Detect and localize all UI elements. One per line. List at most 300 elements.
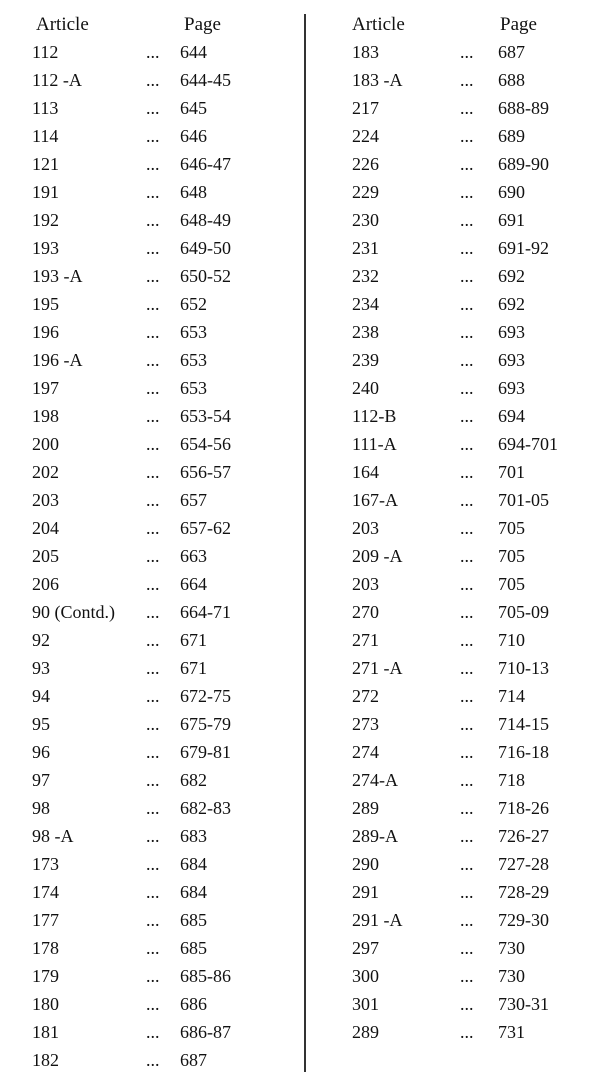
page-reference: 730 — [498, 966, 525, 986]
page-reference: 691 — [498, 210, 525, 230]
leader-dots: ... — [460, 602, 474, 622]
index-entry — [352, 208, 592, 236]
leader-dots: ... — [460, 378, 474, 398]
article-number: 226 — [352, 154, 379, 174]
page-reference: 648-49 — [180, 210, 231, 230]
page-reference: 652 — [180, 294, 207, 314]
leader-dots: ... — [460, 518, 474, 538]
leader-dots: ... — [146, 658, 160, 678]
page-reference: 684 — [180, 882, 207, 902]
index-entry — [352, 320, 592, 348]
page-reference: 705 — [498, 546, 525, 566]
page-reference: 688-89 — [498, 98, 549, 118]
page-reference: 690 — [498, 182, 525, 202]
index-entry — [32, 516, 292, 544]
index-entry — [32, 992, 292, 1020]
page-reference: 692 — [498, 266, 525, 286]
leader-dots: ... — [146, 126, 160, 146]
page-reference: 691-92 — [498, 238, 549, 258]
article-number: 289 — [352, 798, 379, 818]
leader-dots: ... — [146, 966, 160, 986]
leader-dots: ... — [146, 714, 160, 734]
page-reference: 718-26 — [498, 798, 549, 818]
index-entry — [352, 824, 592, 852]
article-number: 206 — [32, 574, 59, 594]
article-number: 209 -A — [352, 546, 403, 566]
leader-dots: ... — [146, 294, 160, 314]
leader-dots: ... — [460, 266, 474, 286]
page-reference: 701-05 — [498, 490, 549, 510]
article-number: 182 — [32, 1050, 59, 1070]
article-number: 217 — [352, 98, 379, 118]
leader-dots: ... — [146, 42, 160, 62]
index-entry — [352, 124, 592, 152]
leader-dots: ... — [146, 798, 160, 818]
leader-dots: ... — [460, 770, 474, 790]
leader-dots: ... — [146, 574, 160, 594]
index-entry — [32, 908, 292, 936]
index-entry — [352, 628, 592, 656]
index-entry — [352, 572, 592, 600]
article-number: 95 — [32, 714, 50, 734]
leader-dots: ... — [460, 98, 474, 118]
page-reference: 705 — [498, 574, 525, 594]
article-number: 204 — [32, 518, 59, 538]
article-number: 231 — [352, 238, 379, 258]
page-reference: 689 — [498, 126, 525, 146]
page-heading: Page — [500, 14, 537, 35]
article-number: 93 — [32, 658, 50, 678]
left-index-column — [32, 10, 292, 1076]
page-reference: 727-28 — [498, 854, 549, 874]
page-reference: 701 — [498, 462, 525, 482]
page-reference: 644-45 — [180, 70, 231, 90]
page-reference: 675-79 — [180, 714, 231, 734]
page-reference: 693 — [498, 378, 525, 398]
article-number: 195 — [32, 294, 59, 314]
index-entry — [352, 992, 592, 1020]
left-column-header — [32, 10, 292, 40]
index-entry — [32, 152, 292, 180]
page-reference: 718 — [498, 770, 525, 790]
article-number: 301 — [352, 994, 379, 1014]
leader-dots: ... — [146, 630, 160, 650]
article-number: 271 -A — [352, 658, 403, 678]
index-entry — [32, 1048, 292, 1076]
page-reference: 694 — [498, 406, 525, 426]
page-reference: 726-27 — [498, 826, 549, 846]
article-number: 90 (Contd.) — [32, 602, 115, 622]
article-number: 289 — [352, 1022, 379, 1042]
page-reference: 686-87 — [180, 1022, 231, 1042]
leader-dots: ... — [460, 910, 474, 930]
leader-dots: ... — [460, 630, 474, 650]
index-entry — [32, 964, 292, 992]
index-entry — [32, 684, 292, 712]
page-reference: 657 — [180, 490, 207, 510]
index-entry — [352, 404, 592, 432]
article-number: 197 — [32, 378, 59, 398]
article-number: 291 -A — [352, 910, 403, 930]
page-reference: 646-47 — [180, 154, 231, 174]
page-reference: 650-52 — [180, 266, 231, 286]
leader-dots: ... — [146, 910, 160, 930]
article-number: 205 — [32, 546, 59, 566]
page-reference: 705-09 — [498, 602, 549, 622]
index-entry — [352, 264, 592, 292]
page-reference: 645 — [180, 98, 207, 118]
page-reference: 693 — [498, 350, 525, 370]
page-reference: 649-50 — [180, 238, 231, 258]
index-entry — [32, 180, 292, 208]
page-reference: 683 — [180, 826, 207, 846]
page-reference: 687 — [180, 1050, 207, 1070]
index-entry — [32, 68, 292, 96]
page-reference: 714 — [498, 686, 525, 706]
page-reference: 671 — [180, 658, 207, 678]
index-entry — [352, 964, 592, 992]
article-number: 224 — [352, 126, 379, 146]
page-reference: 705 — [498, 518, 525, 538]
index-entry — [352, 152, 592, 180]
leader-dots: ... — [460, 126, 474, 146]
index-entry — [352, 236, 592, 264]
leader-dots: ... — [146, 1022, 160, 1042]
index-entry — [352, 96, 592, 124]
leader-dots: ... — [460, 882, 474, 902]
page-reference: 730-31 — [498, 994, 549, 1014]
page-reference: 644 — [180, 42, 207, 62]
right-index-column — [352, 10, 592, 1048]
article-number: 239 — [352, 350, 379, 370]
leader-dots: ... — [460, 210, 474, 230]
page-reference: 693 — [498, 322, 525, 342]
article-number: 297 — [352, 938, 379, 958]
index-entry — [32, 936, 292, 964]
leader-dots: ... — [460, 406, 474, 426]
page-reference: 685 — [180, 938, 207, 958]
index-entry — [32, 768, 292, 796]
article-number: 291 — [352, 882, 379, 902]
article-number: 114 — [32, 126, 59, 146]
article-number: 111-A — [352, 434, 397, 454]
article-number: 121 — [32, 154, 59, 174]
index-entry — [32, 880, 292, 908]
leader-dots: ... — [460, 70, 474, 90]
page-reference: 679-81 — [180, 742, 231, 762]
index-entry — [32, 376, 292, 404]
leader-dots: ... — [460, 854, 474, 874]
index-entry — [352, 432, 592, 460]
article-number: 181 — [32, 1022, 59, 1042]
index-entry — [32, 432, 292, 460]
page-reference: 686 — [180, 994, 207, 1014]
page-reference: 664 — [180, 574, 207, 594]
index-entry — [32, 208, 292, 236]
leader-dots: ... — [146, 266, 160, 286]
index-entry — [352, 488, 592, 516]
leader-dots: ... — [146, 742, 160, 762]
index-entry — [32, 712, 292, 740]
article-number: 94 — [32, 686, 50, 706]
index-entry — [352, 936, 592, 964]
index-entry — [352, 376, 592, 404]
page-reference: 685-86 — [180, 966, 231, 986]
article-number: 96 — [32, 742, 50, 762]
leader-dots: ... — [146, 546, 160, 566]
index-entry — [352, 796, 592, 824]
leader-dots: ... — [460, 714, 474, 734]
article-number: 196 — [32, 322, 59, 342]
article-number: 196 -A — [32, 350, 83, 370]
article-number: 177 — [32, 910, 59, 930]
index-entry — [32, 628, 292, 656]
article-number: 203 — [352, 574, 379, 594]
index-entry — [352, 292, 592, 320]
page-reference: 672-75 — [180, 686, 231, 706]
page-reference: 653-54 — [180, 406, 231, 426]
leader-dots: ... — [460, 462, 474, 482]
leader-dots: ... — [146, 378, 160, 398]
page-reference: 653 — [180, 350, 207, 370]
index-entry — [32, 656, 292, 684]
page-reference: 684 — [180, 854, 207, 874]
leader-dots: ... — [146, 1050, 160, 1070]
article-number: 97 — [32, 770, 50, 790]
index-entry — [352, 600, 592, 628]
index-entry — [32, 572, 292, 600]
article-number: 193 -A — [32, 266, 83, 286]
article-number: 238 — [352, 322, 379, 342]
article-number: 174 — [32, 882, 59, 902]
leader-dots: ... — [146, 994, 160, 1014]
article-number: 112-B — [352, 406, 397, 426]
article-number: 270 — [352, 602, 379, 622]
right-entry-list — [352, 40, 592, 1048]
leader-dots: ... — [146, 686, 160, 706]
page-reference: 682-83 — [180, 798, 231, 818]
leader-dots: ... — [460, 182, 474, 202]
page-reference: 694-701 — [498, 434, 558, 454]
article-number: 191 — [32, 182, 59, 202]
index-entry — [32, 488, 292, 516]
article-number: 112 -A — [32, 70, 82, 90]
article-number: 300 — [352, 966, 379, 986]
leader-dots: ... — [146, 98, 160, 118]
left-entry-list — [32, 40, 292, 1076]
leader-dots: ... — [460, 434, 474, 454]
page-heading: Page — [184, 14, 221, 35]
article-number: 230 — [352, 210, 379, 230]
index-entry — [352, 516, 592, 544]
article-number: 167-A — [352, 490, 398, 510]
index-entry — [352, 852, 592, 880]
leader-dots: ... — [460, 938, 474, 958]
index-entry — [352, 684, 592, 712]
article-number: 183 — [352, 42, 379, 62]
article-number: 92 — [32, 630, 50, 650]
article-number: 200 — [32, 434, 59, 454]
index-entry — [32, 600, 292, 628]
leader-dots: ... — [460, 658, 474, 678]
article-number: 234 — [352, 294, 379, 314]
leader-dots: ... — [146, 434, 160, 454]
article-number: 203 — [352, 518, 379, 538]
leader-dots: ... — [460, 966, 474, 986]
leader-dots: ... — [460, 294, 474, 314]
index-entry — [352, 768, 592, 796]
article-number: 240 — [352, 378, 379, 398]
article-number: 192 — [32, 210, 59, 230]
index-entry — [352, 460, 592, 488]
page-reference: 671 — [180, 630, 207, 650]
leader-dots: ... — [146, 882, 160, 902]
article-number: 179 — [32, 966, 59, 986]
page-reference: 688 — [498, 70, 525, 90]
leader-dots: ... — [460, 350, 474, 370]
column-divider — [304, 14, 306, 1072]
leader-dots: ... — [460, 490, 474, 510]
article-number: 274 — [352, 742, 379, 762]
article-number: 180 — [32, 994, 59, 1014]
page-reference: 648 — [180, 182, 207, 202]
article-heading: Article — [352, 14, 405, 35]
leader-dots: ... — [146, 322, 160, 342]
index-entry — [352, 348, 592, 376]
index-entry — [352, 68, 592, 96]
leader-dots: ... — [460, 798, 474, 818]
leader-dots: ... — [146, 854, 160, 874]
page-reference: 687 — [498, 42, 525, 62]
index-entry — [32, 1020, 292, 1048]
page-reference: 656-57 — [180, 462, 231, 482]
page-reference: 689-90 — [498, 154, 549, 174]
page-reference: 663 — [180, 546, 207, 566]
leader-dots: ... — [146, 826, 160, 846]
index-entry — [352, 740, 592, 768]
article-number: 290 — [352, 854, 379, 874]
article-number: 178 — [32, 938, 59, 958]
article-number: 203 — [32, 490, 59, 510]
leader-dots: ... — [460, 994, 474, 1014]
leader-dots: ... — [146, 154, 160, 174]
article-number: 98 -A — [32, 826, 74, 846]
leader-dots: ... — [146, 182, 160, 202]
index-entry — [32, 292, 292, 320]
index-entry — [352, 1020, 592, 1048]
leader-dots: ... — [146, 490, 160, 510]
index-entry — [352, 656, 592, 684]
leader-dots: ... — [146, 518, 160, 538]
page-reference: 710-13 — [498, 658, 549, 678]
leader-dots: ... — [146, 210, 160, 230]
index-entry — [32, 320, 292, 348]
article-number: 229 — [352, 182, 379, 202]
leader-dots: ... — [460, 826, 474, 846]
index-entry — [352, 544, 592, 572]
page-reference: 731 — [498, 1022, 525, 1042]
leader-dots: ... — [460, 238, 474, 258]
leader-dots: ... — [460, 154, 474, 174]
index-entry — [32, 460, 292, 488]
leader-dots: ... — [460, 742, 474, 762]
leader-dots: ... — [460, 574, 474, 594]
article-number: 202 — [32, 462, 59, 482]
article-number: 272 — [352, 686, 379, 706]
article-number: 198 — [32, 406, 59, 426]
index-entry — [32, 40, 292, 68]
index-entry — [32, 740, 292, 768]
page-reference: 692 — [498, 294, 525, 314]
leader-dots: ... — [146, 462, 160, 482]
page-reference: 685 — [180, 910, 207, 930]
page-reference: 716-18 — [498, 742, 549, 762]
index-entry — [32, 852, 292, 880]
article-number: 98 — [32, 798, 50, 818]
page-reference: 729-30 — [498, 910, 549, 930]
page-reference: 714-15 — [498, 714, 549, 734]
page-reference: 654-56 — [180, 434, 231, 454]
index-entry — [32, 824, 292, 852]
page-reference: 653 — [180, 378, 207, 398]
page-reference: 657-62 — [180, 518, 231, 538]
article-number: 273 — [352, 714, 379, 734]
article-number: 113 — [32, 98, 59, 118]
page-reference: 710 — [498, 630, 525, 650]
index-entry — [32, 236, 292, 264]
article-number: 274-A — [352, 770, 398, 790]
index-entry — [32, 796, 292, 824]
article-heading: Article — [36, 14, 89, 35]
leader-dots: ... — [146, 602, 160, 622]
index-entry — [352, 180, 592, 208]
index-entry — [352, 712, 592, 740]
leader-dots: ... — [460, 322, 474, 342]
index-entry — [32, 124, 292, 152]
index-entry — [32, 96, 292, 124]
index-entry — [32, 348, 292, 376]
article-number: 173 — [32, 854, 59, 874]
article-number: 112 — [32, 42, 59, 62]
article-number: 271 — [352, 630, 379, 650]
article-number: 164 — [352, 462, 379, 482]
page-reference: 682 — [180, 770, 207, 790]
leader-dots: ... — [460, 686, 474, 706]
leader-dots: ... — [146, 938, 160, 958]
leader-dots: ... — [146, 238, 160, 258]
page-reference: 664-71 — [180, 602, 231, 622]
article-number: 289-A — [352, 826, 398, 846]
leader-dots: ... — [460, 546, 474, 566]
right-column-header — [352, 10, 592, 40]
index-entry — [32, 264, 292, 292]
index-entry — [352, 908, 592, 936]
page-reference: 653 — [180, 322, 207, 342]
page-reference: 728-29 — [498, 882, 549, 902]
index-entry — [352, 40, 592, 68]
leader-dots: ... — [146, 770, 160, 790]
leader-dots: ... — [146, 70, 160, 90]
article-number: 183 -A — [352, 70, 403, 90]
article-number: 193 — [32, 238, 59, 258]
index-entry — [32, 544, 292, 572]
page-reference: 730 — [498, 938, 525, 958]
leader-dots: ... — [146, 350, 160, 370]
article-number: 232 — [352, 266, 379, 286]
leader-dots: ... — [146, 406, 160, 426]
index-entry — [32, 404, 292, 432]
leader-dots: ... — [460, 1022, 474, 1042]
